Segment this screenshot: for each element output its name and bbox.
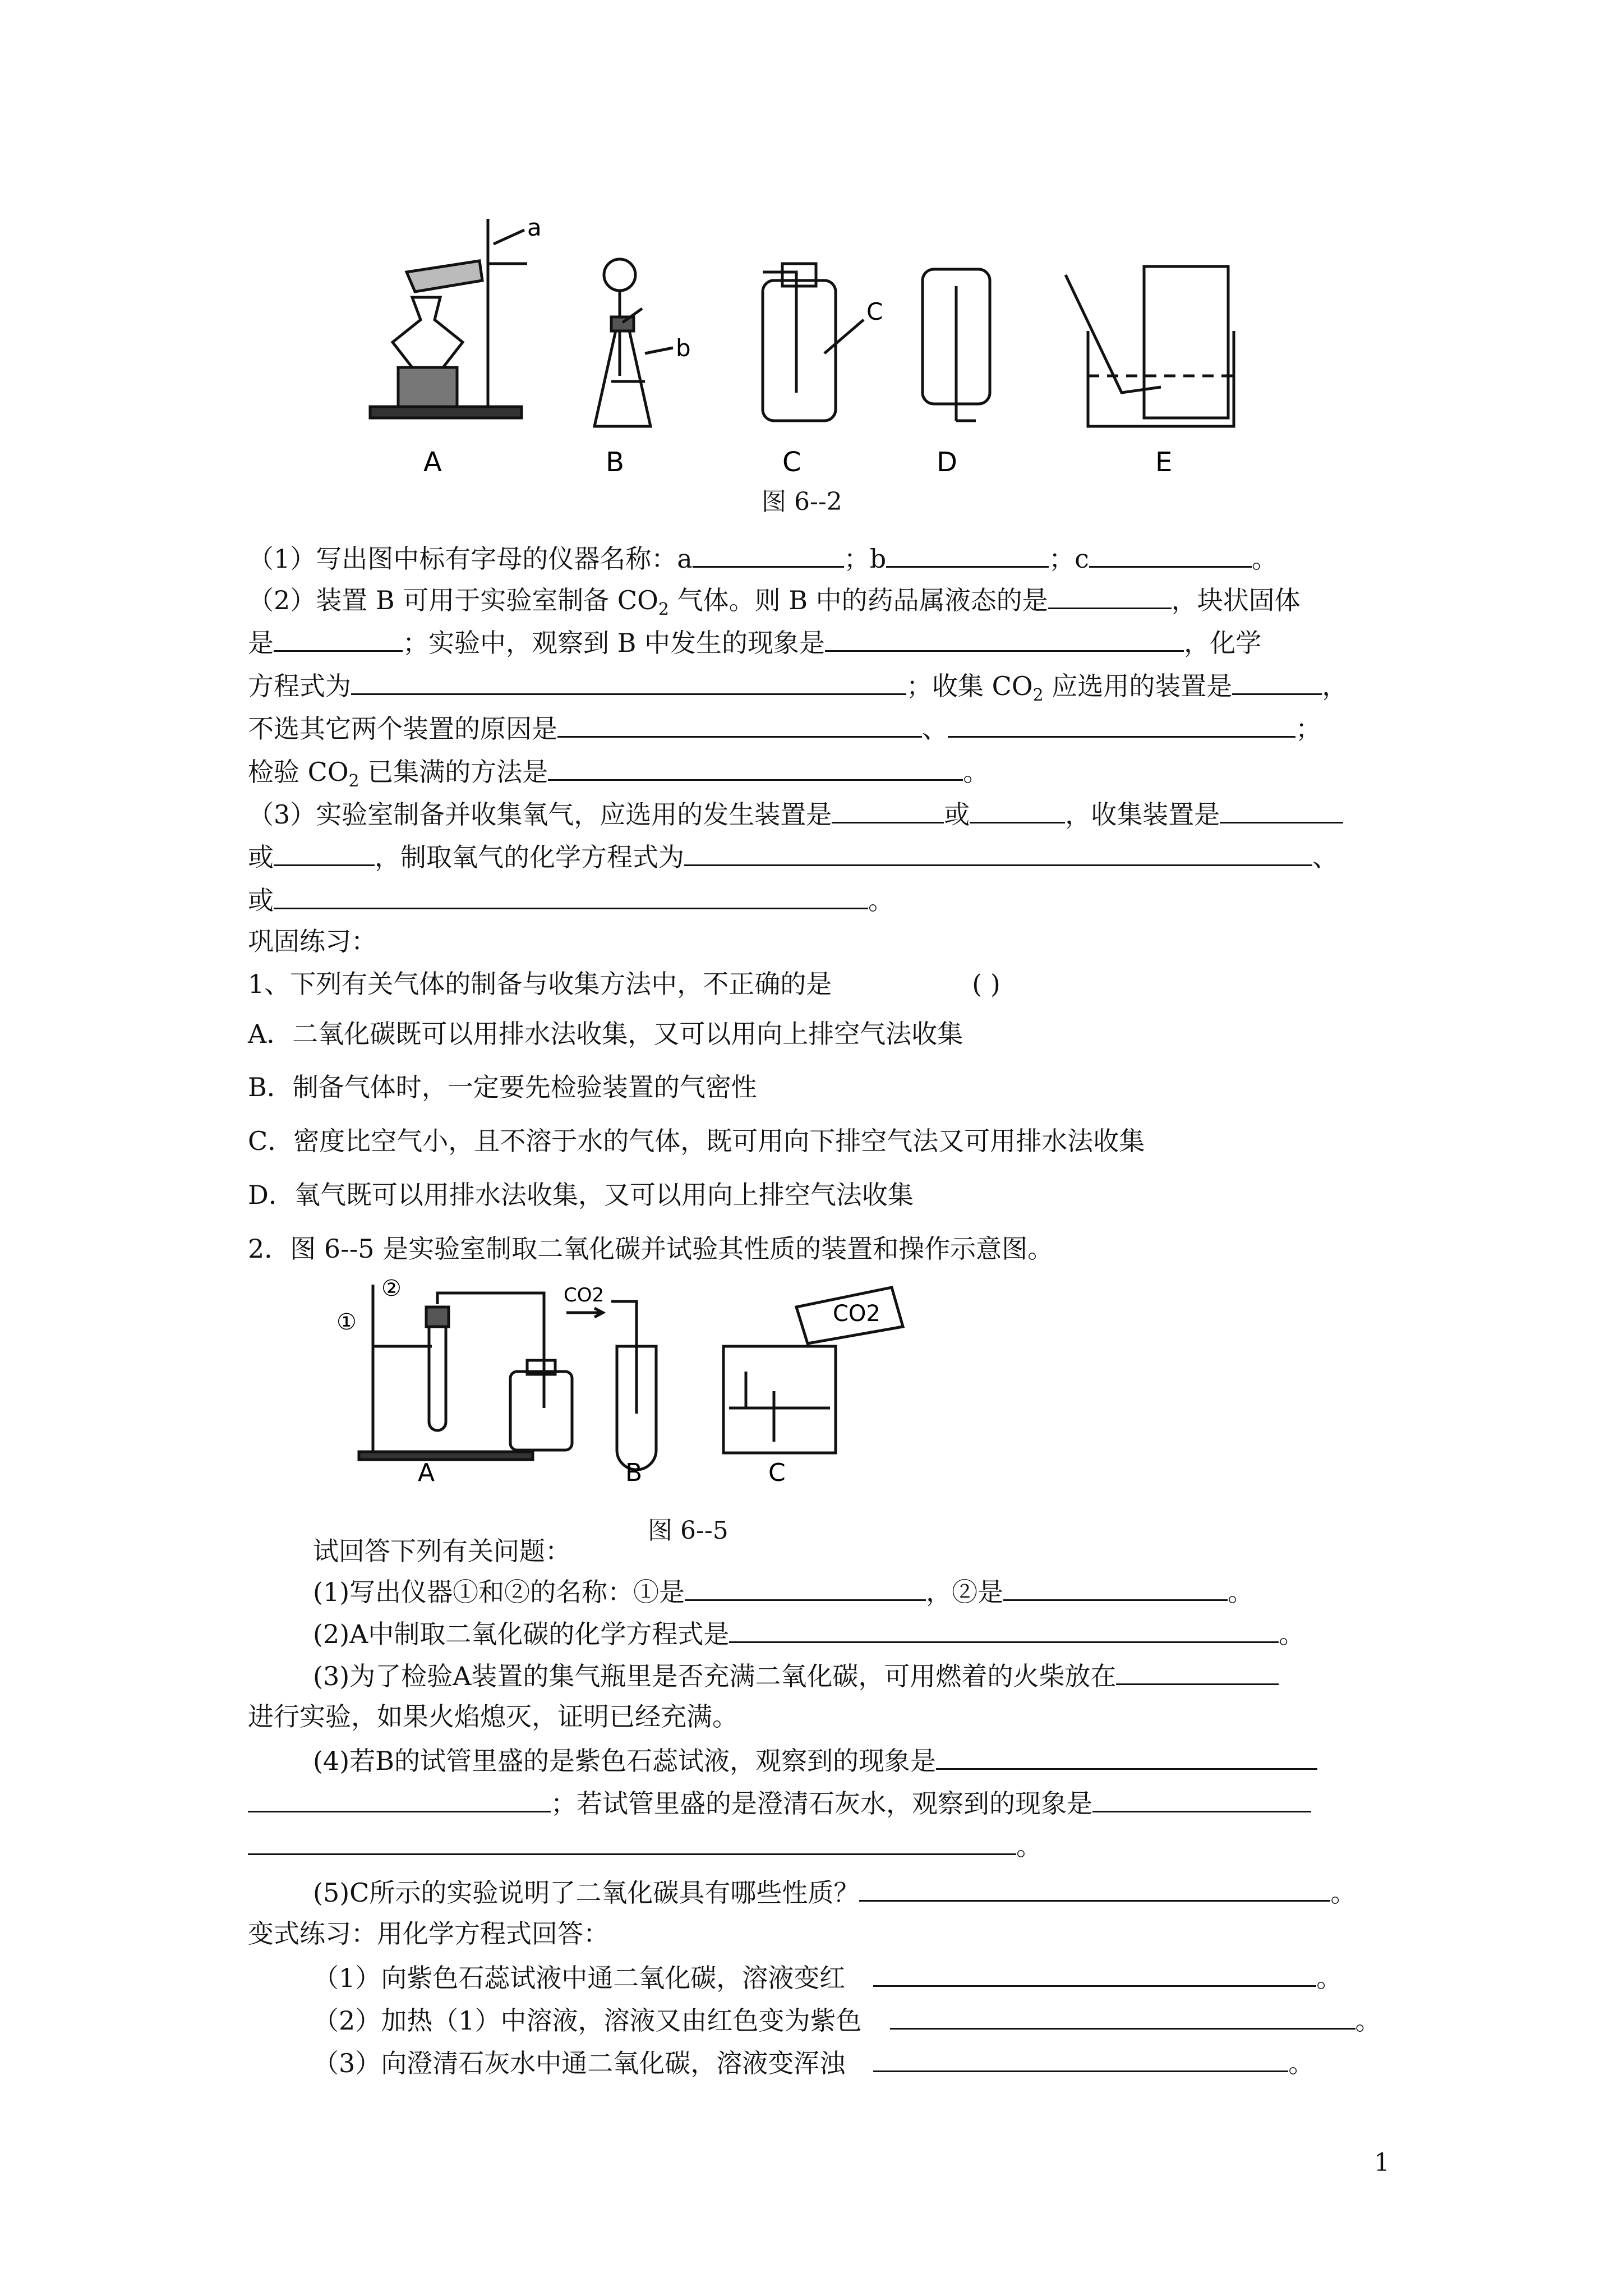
blank[interactable] [274,624,403,652]
blank[interactable] [1092,1785,1311,1812]
q1-part2-line1: （2）装置 B 可用于实验室制备 $CO_2$ 气体。则 B 中的药品属液态的是 ，块状固体 [248,582,1301,627]
blank[interactable] [970,796,1065,823]
q1-part3-line1: （3）实验室制备并收集氧气，应选用的发生装置是 或 ，收集装置是 [248,796,1343,831]
figure-6-2-label-E: E [1155,447,1173,478]
practice-heading: 巩固练习： [248,926,377,956]
blank[interactable] [693,540,844,568]
figure-6-5-caption: 图 6--5 [648,1516,728,1545]
q2-sub1: (1)写出仪器①和②的名称：①是 ，②是 。 [313,1573,1253,1609]
figure-6-2-pointer-b: b [676,334,691,362]
blank[interactable] [729,1616,1279,1643]
figure-6-2-pointer-c: C [866,298,883,325]
option-d: D．氧气既可以用排水法收集，又可以用向上排空气法收集 [248,1180,914,1210]
figure-6-5-label-B: B [625,1458,643,1487]
figure-6-5-mark-2: ② [381,1276,402,1301]
blank[interactable] [274,839,375,866]
blank[interactable] [936,1742,1317,1770]
figure-6-2-label-D: D [937,447,957,478]
q2-sub3-line2: 进行实验，如果火焰熄灭，证明已经充满。 [248,1701,738,1732]
blank[interactable] [825,624,1184,652]
q2-sub4-line2: ；若试管里盛的是澄清石灰水，观察到的现象是 [248,1785,1311,1820]
figure-6-2-label-A: A [423,447,442,478]
variant-2: （2）加热（1）中溶液，溶液又由红色变为紫色 。 [313,2002,1381,2037]
blank[interactable] [1116,1658,1279,1685]
variant-3: （3）向澄清石灰水中通二氧化碳，溶液变浑浊 。 [313,2045,1314,2080]
figure-6-2-caption: 图 6--2 [762,487,842,516]
figure-6-2-pointer-a: a [527,214,542,241]
figure-6-2-apparatus [359,208,1267,482]
practice-question-1: 1、下列有关气体的制备与收集方法中，不正确的是 ( ) [248,969,1000,999]
blank[interactable] [248,1828,1016,1855]
figure-6-2-label-B: B [606,447,624,478]
q1-part2-line4: 不选其它两个装置的原因是 、 ； [248,710,1321,746]
figure-6-5-gas-label-B: CO2 [564,1284,605,1306]
q2-sub4-line1: (4)若B的试管里盛的是紫色石蕊试液，观察到的现象是 [313,1742,1317,1778]
blank[interactable] [948,710,1295,738]
q2-sub4-line3: 。 [248,1828,1042,1863]
q1-part2-line2: 是 ；实验中，观察到 B 中发生的现象是 ，化学 [248,624,1261,660]
blank[interactable] [684,839,1312,866]
blank[interactable] [1003,1573,1228,1601]
figure-6-5-gas-label-C: CO2 [833,1301,880,1327]
blank[interactable] [886,540,1049,568]
figure-6-5-label-A: A [418,1458,435,1487]
figure-6-2-label-C: C [782,447,801,478]
page-number: 1 [1374,2148,1390,2177]
q2-intro: 试回答下列有关问题： [313,1536,571,1566]
blank[interactable] [274,882,868,909]
blank[interactable] [873,1959,1316,1987]
blank[interactable] [859,1874,1330,1902]
blank[interactable] [1232,668,1322,695]
option-b: B．制备气体时，一定要先检验装置的气密性 [248,1072,757,1102]
blank[interactable] [873,2045,1288,2072]
q2-sub2: (2)A中制取二氧化碳的化学方程式是 。 [313,1616,1304,1651]
q1-part3-line3: 或 。 [248,882,894,917]
blank[interactable] [557,710,922,738]
q1-part2-line5: 检验 $CO_2$ 已集满的方法是 。 [248,753,989,798]
figure-6-5-label-C: C [768,1458,786,1487]
blank[interactable] [685,1573,926,1601]
option-a: A．二氧化碳既可以用排水法收集，又可以用向上排空气法收集 [248,1019,963,1049]
blank[interactable] [548,753,963,781]
blank[interactable] [1048,582,1172,609]
blank[interactable] [1089,540,1252,568]
blank[interactable] [248,1785,551,1812]
figure-6-5-apparatus [325,1273,931,1487]
figure-6-5-mark-1: ① [336,1309,357,1335]
q1-part3-line2: 或 ，制取氧气的化学方程式为 、 [248,839,1338,874]
blank[interactable] [351,668,906,695]
q1-part1: （1）写出图中标有字母的仪器名称：a ；b ；c 。 [248,540,1278,576]
variant-1: （1）向紫色石蕊试液中通二氧化碳，溶液变红 。 [313,1959,1342,1995]
option-c: C．密度比空气小，且不溶于水的气体，既可用向下排空气法又可用排水法收集 [248,1126,1145,1156]
blank[interactable] [890,2002,1355,2030]
practice-question-2: 2．图 6--5 是实验室制取二氧化碳并试验其性质的装置和操作示意图。 [248,1234,1054,1264]
blank[interactable] [1220,796,1343,823]
variant-heading: 变式练习：用化学方程式回答： [248,1918,609,1949]
q2-sub5: (5)C所示的实验说明了二氧化碳具有哪些性质？ 。 [313,1874,1356,1910]
q1-part2-line3: 方程式为 ；收集 $CO_2$ 应选用的装置是 ， [248,668,1348,712]
blank[interactable] [832,796,944,823]
q2-sub3-line1: (3)为了检验A装置的集气瓶里是否充满二氧化碳，可用燃着的火柴放在 [313,1658,1279,1693]
